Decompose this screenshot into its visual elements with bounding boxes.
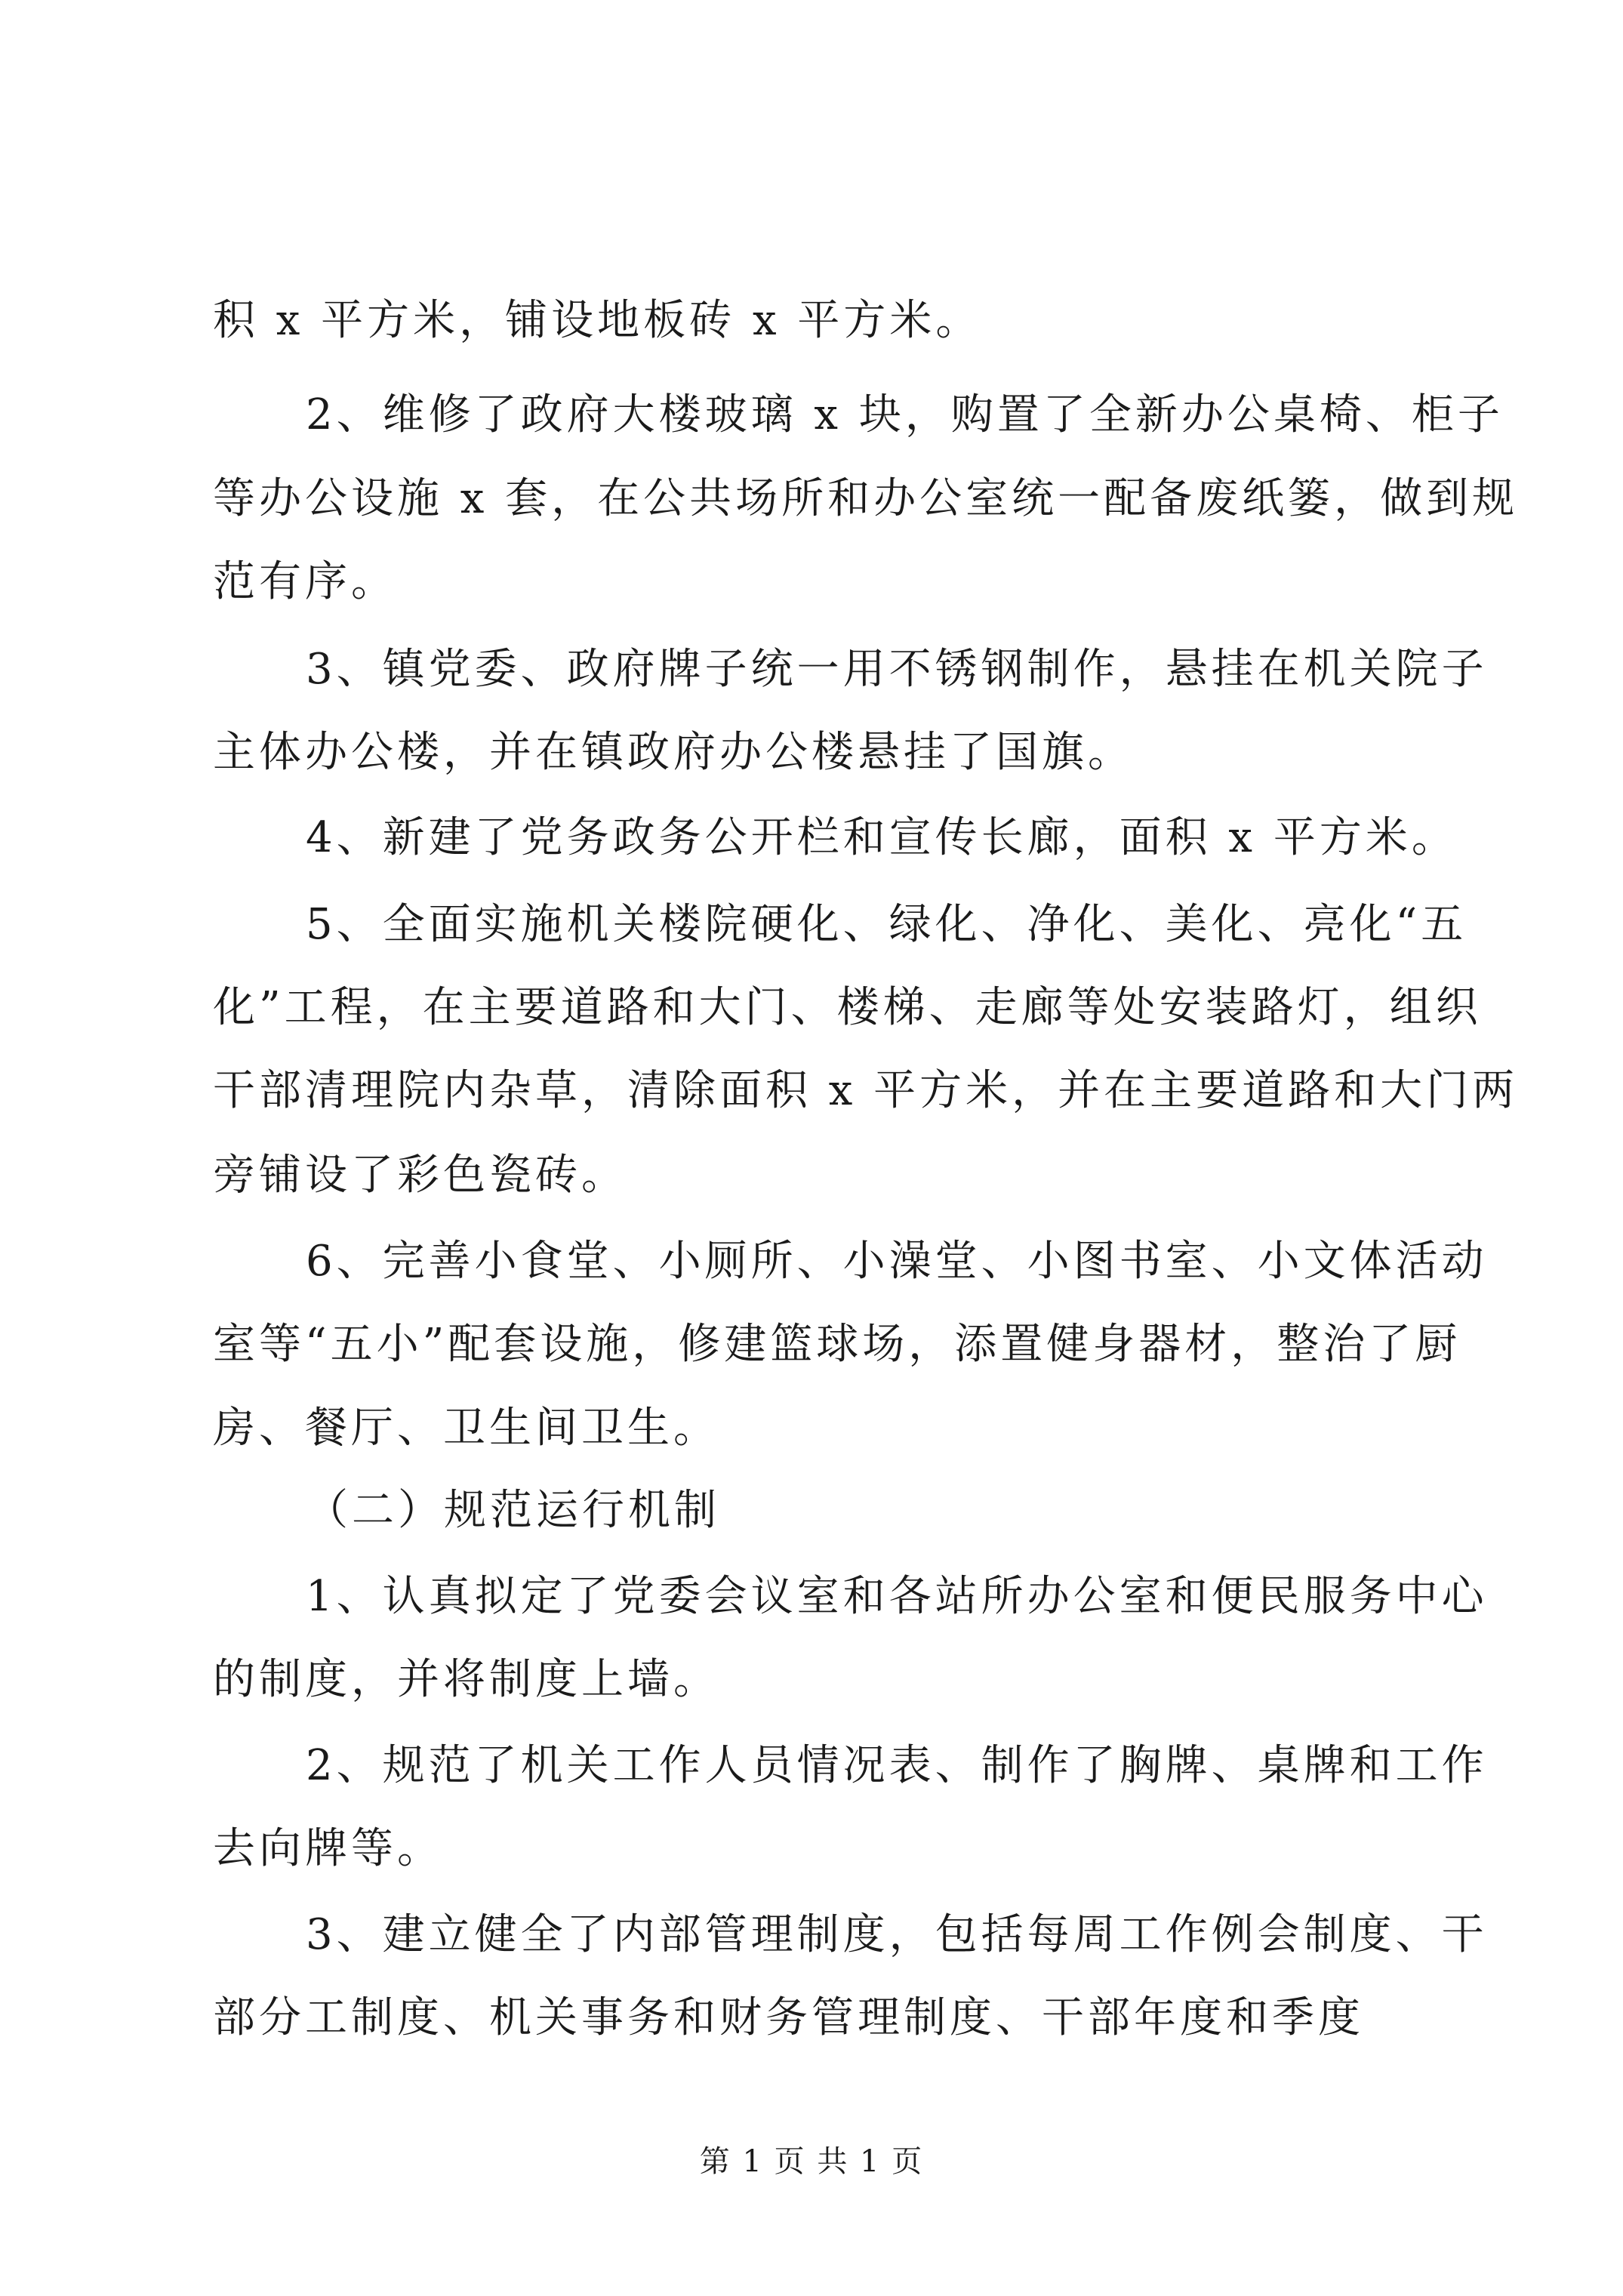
- item-2-line-2: 去向牌等。: [213, 1824, 443, 1873]
- paragraph-3-line-2: 主体办公楼，并在镇政府办公楼悬挂了国旗。: [213, 728, 1134, 777]
- text-line: 积 x 平方米，铺设地板砖 x 平方米。: [213, 296, 982, 345]
- item-2-line-1: 2、规范了机关工作人员情况表、制作了胸牌、桌牌和工作: [306, 1741, 1488, 1790]
- paragraph-2-line-3: 范有序。: [213, 557, 397, 606]
- item-3-line-2: 部分工制度、机关事务和财务管理制度、干部年度和季度: [213, 1993, 1364, 2042]
- paragraph-3-line-1: 3、镇党委、政府牌子统一用不锈钢制作，悬挂在机关院子: [306, 645, 1488, 694]
- paragraph-2-line-1: 2、维修了政府大楼玻璃 x 块，购置了全新办公桌椅、柜子: [306, 390, 1504, 439]
- item-1-line-2: 的制度，并将制度上墙。: [213, 1655, 719, 1704]
- page-footer: 第 1 页 共 1 页: [699, 2144, 924, 2179]
- paragraph-5-line-2: 化”工程，在主要道路和大门、楼梯、走廊等处安装路灯，组织: [213, 983, 1482, 1032]
- paragraph-2-line-2: 等办公设施 x 套，在公共场所和办公室统一配备废纸篓，做到规: [213, 474, 1519, 523]
- paragraph-4-line-1: 4、新建了党务政务公开栏和宣传长廊，面积 x 平方米。: [306, 813, 1458, 862]
- section-heading: （二）规范运行机制: [306, 1486, 720, 1535]
- item-3-line-1: 3、建立健全了内部管理制度，包括每周工作例会制度、干: [306, 1910, 1488, 1959]
- item-1-line-1: 1、认真拟定了党委会议室和各站所办公室和便民服务中心: [306, 1572, 1488, 1621]
- paragraph-5-line-1: 5、全面实施机关楼院硬化、绿化、净化、美化、亮化“五: [306, 900, 1467, 949]
- paragraph-6-line-1: 6、完善小食堂、小厕所、小澡堂、小图书室、小文体活动: [306, 1237, 1488, 1286]
- paragraph-6-line-3: 房、餐厅、卫生间卫生。: [213, 1404, 719, 1453]
- paragraph-5-line-4: 旁铺设了彩色瓷砖。: [213, 1151, 627, 1200]
- paragraph-6-line-2: 室等“五小”配套设施，修建篮球场，添置健身器材，整治了厨: [213, 1320, 1461, 1369]
- paragraph-5-line-3: 干部清理院内杂草，清除面积 x 平方米，并在主要道路和大门两: [213, 1066, 1519, 1115]
